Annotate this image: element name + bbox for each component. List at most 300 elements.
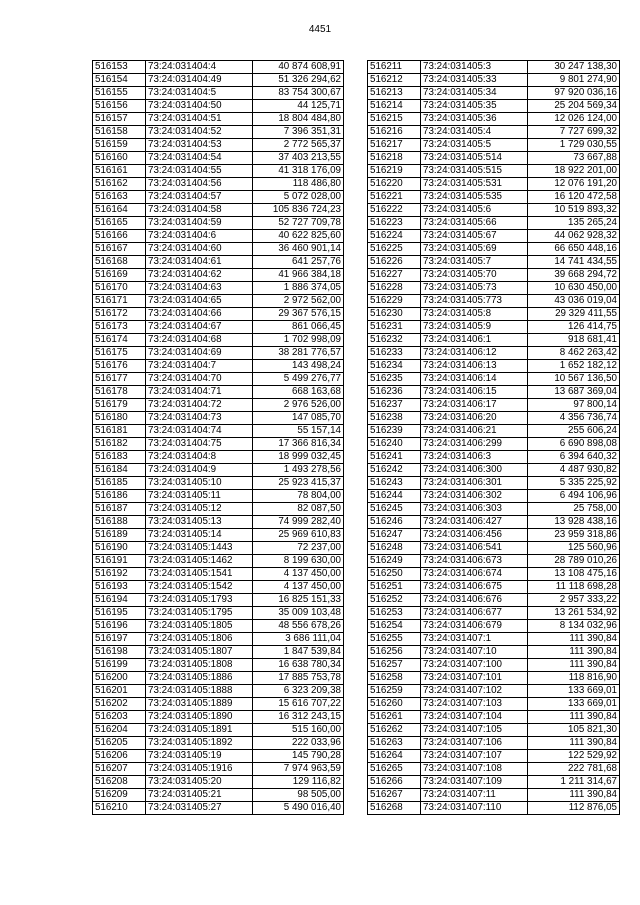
cadastral-number-cell: 73:24:031405:1443 (146, 542, 253, 555)
cadastral-value-cell: 12 026 124,00 (528, 113, 620, 126)
table-row (368, 113, 620, 126)
cadastral-value-cell: 72 237,00 (253, 542, 344, 555)
cadastral-value-cell: 48 556 678,26 (253, 620, 344, 633)
cadastral-value-cell: 10 630 450,00 (528, 282, 620, 295)
table-row (93, 659, 344, 672)
cadastral-number-cell: 73:24:031407:107 (421, 750, 528, 763)
table-row (368, 334, 620, 347)
cadastral-number-cell: 73:24:031405:1795 (146, 607, 253, 620)
row-number-cell: 516209 (93, 789, 146, 802)
row-number-cell: 516193 (93, 581, 146, 594)
cadastral-number-cell: 73:24:031406:673 (421, 555, 528, 568)
table-row (368, 87, 620, 100)
cadastral-number-cell: 73:24:031404:9 (146, 464, 253, 477)
row-number-cell: 516243 (368, 477, 421, 490)
cadastral-number-cell: 73:24:031404:61 (146, 256, 253, 269)
table-row (93, 529, 344, 542)
row-number-cell: 516229 (368, 295, 421, 308)
cadastral-value-cell: 29 367 576,15 (253, 308, 344, 321)
row-number-cell: 516233 (368, 347, 421, 360)
cadastral-value-cell: 40 874 608,91 (253, 61, 344, 74)
table-row (93, 789, 344, 802)
table-row (93, 308, 344, 321)
row-number-cell: 516162 (93, 178, 146, 191)
cadastral-value-cell: 126 414,75 (528, 321, 620, 334)
cadastral-number-cell: 73:24:031405:70 (421, 269, 528, 282)
table-row (93, 334, 344, 347)
table-row (368, 620, 620, 633)
table-row (93, 581, 344, 594)
cadastral-number-cell: 73:24:031405:1892 (146, 737, 253, 750)
cadastral-number-cell: 73:24:031405:20 (146, 776, 253, 789)
cadastral-value-cell: 40 622 825,60 (253, 230, 344, 243)
cadastral-value-cell: 25 204 569,34 (528, 100, 620, 113)
table-row (93, 607, 344, 620)
cadastral-value-cell: 9 801 274,90 (528, 74, 620, 87)
cadastral-value-cell: 25 923 415,37 (253, 477, 344, 490)
table-row (368, 516, 620, 529)
table-row (93, 425, 344, 438)
cadastral-value-cell: 6 323 209,38 (253, 685, 344, 698)
table-row (368, 243, 620, 256)
cadastral-value-cell: 25 758,00 (528, 503, 620, 516)
cadastral-value-cell: 74 999 282,40 (253, 516, 344, 529)
row-number-cell: 516197 (93, 633, 146, 646)
table-row (93, 490, 344, 503)
cadastral-number-cell: 73:24:031406:15 (421, 386, 528, 399)
cadastral-value-cell: 16 825 151,33 (253, 594, 344, 607)
cadastral-number-cell: 73:24:031405:3 (421, 61, 528, 74)
cadastral-number-cell: 73:24:031405:1807 (146, 646, 253, 659)
row-number-cell: 516261 (368, 711, 421, 724)
table-row (93, 477, 344, 490)
table-row (368, 256, 620, 269)
cadastral-value-cell: 1 886 374,05 (253, 282, 344, 295)
cadastral-number-cell: 73:24:031406:679 (421, 620, 528, 633)
cadastral-number-cell: 73:24:031404:53 (146, 139, 253, 152)
row-number-cell: 516179 (93, 399, 146, 412)
table-row (93, 750, 344, 763)
cadastral-number-cell: 73:24:031405:12 (146, 503, 253, 516)
row-number-cell: 516164 (93, 204, 146, 217)
row-number-cell: 516244 (368, 490, 421, 503)
cadastral-value-cell: 18 999 032,45 (253, 451, 344, 464)
cadastral-value-cell: 1 211 314,67 (528, 776, 620, 789)
cadastral-number-cell: 73:24:031404:66 (146, 308, 253, 321)
row-number-cell: 516194 (93, 594, 146, 607)
table-row (368, 802, 620, 815)
cadastral-value-cell: 13 108 475,16 (528, 568, 620, 581)
row-number-cell: 516188 (93, 516, 146, 529)
cadastral-value-cell: 14 741 434,55 (528, 256, 620, 269)
row-number-cell: 516226 (368, 256, 421, 269)
cadastral-number-cell: 73:24:031406:12 (421, 347, 528, 360)
row-number-cell: 516262 (368, 724, 421, 737)
row-number-cell: 516171 (93, 295, 146, 308)
cadastral-number-cell: 73:24:031405:69 (421, 243, 528, 256)
cadastral-number-cell: 73:24:031404:63 (146, 282, 253, 295)
cadastral-number-cell: 73:24:031404:59 (146, 217, 253, 230)
cadastral-value-cell: 55 157,14 (253, 425, 344, 438)
table-row (93, 438, 344, 451)
table-row (368, 373, 620, 386)
row-number-cell: 516217 (368, 139, 421, 152)
cadastral-number-cell: 73:24:031405:33 (421, 74, 528, 87)
cadastral-value-cell: 25 969 610,83 (253, 529, 344, 542)
cadastral-number-cell: 73:24:031405:11 (146, 490, 253, 503)
table-row (93, 269, 344, 282)
table-row (368, 490, 620, 503)
table-row (368, 269, 620, 282)
cadastral-number-cell: 73:24:031406:674 (421, 568, 528, 581)
cadastral-value-cell: 133 669,01 (528, 685, 620, 698)
table-row (93, 646, 344, 659)
cadastral-value-cell: 4 137 450,00 (253, 568, 344, 581)
row-number-cell: 516206 (93, 750, 146, 763)
table-row (93, 633, 344, 646)
cadastral-number-cell: 73:24:031404:4 (146, 61, 253, 74)
cadastral-value-cell: 255 606,24 (528, 425, 620, 438)
table-row (93, 685, 344, 698)
page-number: 4451 (308, 24, 332, 35)
cadastral-number-cell: 73:24:031405:514 (421, 152, 528, 165)
cadastral-number-cell: 73:24:031405:773 (421, 295, 528, 308)
cadastral-value-cell: 222 033,96 (253, 737, 344, 750)
cadastral-value-cell: 43 036 019,04 (528, 295, 620, 308)
cadastral-number-cell: 73:24:031404:74 (146, 425, 253, 438)
row-number-cell: 516208 (93, 776, 146, 789)
cadastral-value-cell: 41 966 384,18 (253, 269, 344, 282)
cadastral-number-cell: 73:24:031407:104 (421, 711, 528, 724)
cadastral-value-cell: 10 519 893,32 (528, 204, 620, 217)
row-number-cell: 516260 (368, 698, 421, 711)
table-row (368, 607, 620, 620)
cadastral-number-cell: 73:24:031405:1805 (146, 620, 253, 633)
cadastral-value-cell: 5 335 225,92 (528, 477, 620, 490)
table-row (368, 61, 620, 74)
cadastral-number-cell: 73:24:031406:301 (421, 477, 528, 490)
row-number-cell: 516211 (368, 61, 421, 74)
cadastral-number-cell: 73:24:031406:299 (421, 438, 528, 451)
cadastral-number-cell: 73:24:031405:34 (421, 87, 528, 100)
cadastral-number-cell: 73:24:031405:6 (421, 204, 528, 217)
row-number-cell: 516249 (368, 555, 421, 568)
row-number-cell: 516219 (368, 165, 421, 178)
cadastral-value-cell: 7 727 699,32 (528, 126, 620, 139)
cadastral-value-cell: 98 505,00 (253, 789, 344, 802)
row-number-cell: 516263 (368, 737, 421, 750)
table-row (93, 360, 344, 373)
cadastral-number-cell: 73:24:031405:67 (421, 230, 528, 243)
cadastral-number-cell: 73:24:031405:1808 (146, 659, 253, 672)
row-number-cell: 516200 (93, 672, 146, 685)
cadastral-number-cell: 73:24:031405:515 (421, 165, 528, 178)
row-number-cell: 516245 (368, 503, 421, 516)
cadastral-value-cell: 118 816,90 (528, 672, 620, 685)
cadastral-number-cell: 73:24:031405:35 (421, 100, 528, 113)
cadastral-number-cell: 73:24:031405:1886 (146, 672, 253, 685)
cadastral-number-cell: 73:24:031406:21 (421, 425, 528, 438)
row-number-cell: 516246 (368, 516, 421, 529)
table-row (368, 178, 620, 191)
cadastral-number-cell: 73:24:031405:7 (421, 256, 528, 269)
row-number-cell: 516175 (93, 347, 146, 360)
cadastral-value-cell: 13 687 369,04 (528, 386, 620, 399)
cadastral-number-cell: 73:24:031404:57 (146, 191, 253, 204)
table-row (368, 74, 620, 87)
row-number-cell: 516251 (368, 581, 421, 594)
row-number-cell: 516210 (93, 802, 146, 815)
cadastral-number-cell: 73:24:031405:9 (421, 321, 528, 334)
registry-table-right-body (368, 61, 620, 815)
cadastral-value-cell: 8 199 630,00 (253, 555, 344, 568)
row-number-cell: 516182 (93, 438, 146, 451)
cadastral-value-cell: 861 066,45 (253, 321, 344, 334)
cadastral-value-cell: 6 494 106,96 (528, 490, 620, 503)
table-row (93, 503, 344, 516)
cadastral-value-cell: 39 668 294,72 (528, 269, 620, 282)
cadastral-value-cell: 37 403 213,55 (253, 152, 344, 165)
table-row (93, 217, 344, 230)
cadastral-value-cell: 83 754 300,67 (253, 87, 344, 100)
cadastral-value-cell: 73 667,88 (528, 152, 620, 165)
row-number-cell: 516176 (93, 360, 146, 373)
row-number-cell: 516241 (368, 451, 421, 464)
cadastral-number-cell: 73:24:031404:55 (146, 165, 253, 178)
cadastral-number-cell: 73:24:031405:14 (146, 529, 253, 542)
table-row (93, 802, 344, 815)
cadastral-value-cell: 2 772 565,37 (253, 139, 344, 152)
table-row (93, 464, 344, 477)
cadastral-number-cell: 73:24:031405:535 (421, 191, 528, 204)
cadastral-number-cell: 73:24:031406:1 (421, 334, 528, 347)
row-number-cell: 516186 (93, 490, 146, 503)
row-number-cell: 516196 (93, 620, 146, 633)
cadastral-number-cell: 73:24:031404:50 (146, 100, 253, 113)
cadastral-value-cell: 1 702 998,09 (253, 334, 344, 347)
cadastral-value-cell: 16 638 780,34 (253, 659, 344, 672)
table-row (93, 776, 344, 789)
cadastral-value-cell: 23 959 318,86 (528, 529, 620, 542)
cadastral-value-cell: 10 567 136,50 (528, 373, 620, 386)
cadastral-value-cell: 11 118 698,28 (528, 581, 620, 594)
table-row (93, 737, 344, 750)
row-number-cell: 516190 (93, 542, 146, 555)
row-number-cell: 516195 (93, 607, 146, 620)
table-row (93, 152, 344, 165)
row-number-cell: 516157 (93, 113, 146, 126)
table-row (93, 542, 344, 555)
row-number-cell: 516201 (93, 685, 146, 698)
row-number-cell: 516236 (368, 386, 421, 399)
table-row (368, 529, 620, 542)
row-number-cell: 516169 (93, 269, 146, 282)
cadastral-value-cell: 135 265,24 (528, 217, 620, 230)
table-row (368, 724, 620, 737)
row-number-cell: 516257 (368, 659, 421, 672)
cadastral-number-cell: 73:24:031404:67 (146, 321, 253, 334)
table-row (93, 724, 344, 737)
cadastral-value-cell: 111 390,84 (528, 659, 620, 672)
row-number-cell: 516167 (93, 243, 146, 256)
cadastral-number-cell: 73:24:031406:676 (421, 594, 528, 607)
cadastral-number-cell: 73:24:031406:14 (421, 373, 528, 386)
table-row (93, 516, 344, 529)
cadastral-number-cell: 73:24:031404:60 (146, 243, 253, 256)
cadastral-value-cell: 112 876,05 (528, 802, 620, 815)
row-number-cell: 516153 (93, 61, 146, 74)
table-row (368, 386, 620, 399)
table-row (368, 464, 620, 477)
registry-table-right (367, 60, 620, 815)
cadastral-number-cell: 73:24:031407:108 (421, 763, 528, 776)
table-row (93, 412, 344, 425)
table-row (93, 672, 344, 685)
cadastral-number-cell: 73:24:031405:1541 (146, 568, 253, 581)
cadastral-number-cell: 73:24:031407:10 (421, 646, 528, 659)
row-number-cell: 516253 (368, 607, 421, 620)
row-number-cell: 516267 (368, 789, 421, 802)
row-number-cell: 516234 (368, 360, 421, 373)
cadastral-value-cell: 66 650 448,16 (528, 243, 620, 256)
table-row (93, 230, 344, 243)
table-row (368, 646, 620, 659)
row-number-cell: 516178 (93, 386, 146, 399)
table-row (368, 360, 620, 373)
cadastral-value-cell: 6 394 640,32 (528, 451, 620, 464)
row-number-cell: 516180 (93, 412, 146, 425)
table-row (93, 711, 344, 724)
table-row (368, 568, 620, 581)
row-number-cell: 516183 (93, 451, 146, 464)
row-number-cell: 516168 (93, 256, 146, 269)
cadastral-number-cell: 73:24:031404:51 (146, 113, 253, 126)
cadastral-number-cell: 73:24:031407:106 (421, 737, 528, 750)
cadastral-number-cell: 73:24:031405:1916 (146, 763, 253, 776)
table-row (93, 451, 344, 464)
cadastral-value-cell: 111 390,84 (528, 633, 620, 646)
cadastral-value-cell: 6 690 898,08 (528, 438, 620, 451)
table-row (368, 776, 620, 789)
cadastral-value-cell: 145 790,28 (253, 750, 344, 763)
cadastral-number-cell: 73:24:031404:5 (146, 87, 253, 100)
cadastral-number-cell: 73:24:031407:110 (421, 802, 528, 815)
cadastral-number-cell: 73:24:031406:677 (421, 607, 528, 620)
row-number-cell: 516220 (368, 178, 421, 191)
cadastral-value-cell: 1 652 182,12 (528, 360, 620, 373)
cadastral-number-cell: 73:24:031406:456 (421, 529, 528, 542)
cadastral-number-cell: 73:24:031406:303 (421, 503, 528, 516)
cadastral-number-cell: 73:24:031404:6 (146, 230, 253, 243)
table-row (93, 74, 344, 87)
cadastral-number-cell: 73:24:031405:1793 (146, 594, 253, 607)
cadastral-value-cell: 668 163,68 (253, 386, 344, 399)
row-number-cell: 516163 (93, 191, 146, 204)
cadastral-value-cell: 18 804 484,80 (253, 113, 344, 126)
cadastral-value-cell: 18 922 201,00 (528, 165, 620, 178)
cadastral-value-cell: 44 062 928,32 (528, 230, 620, 243)
table-row (368, 789, 620, 802)
table-row (368, 451, 620, 464)
cadastral-value-cell: 515 160,00 (253, 724, 344, 737)
table-row (93, 347, 344, 360)
row-number-cell: 516205 (93, 737, 146, 750)
row-number-cell: 516173 (93, 321, 146, 334)
cadastral-number-cell: 73:24:031404:7 (146, 360, 253, 373)
cadastral-value-cell: 35 009 103,48 (253, 607, 344, 620)
cadastral-number-cell: 73:24:031405:27 (146, 802, 253, 815)
cadastral-value-cell: 4 137 450,00 (253, 581, 344, 594)
cadastral-number-cell: 73:24:031407:100 (421, 659, 528, 672)
cadastral-value-cell: 122 529,92 (528, 750, 620, 763)
cadastral-number-cell: 73:24:031406:20 (421, 412, 528, 425)
row-number-cell: 516256 (368, 646, 421, 659)
cadastral-number-cell: 73:24:031406:300 (421, 464, 528, 477)
table-row (368, 737, 620, 750)
row-number-cell: 516192 (93, 568, 146, 581)
cadastral-value-cell: 147 085,70 (253, 412, 344, 425)
table-row (93, 594, 344, 607)
row-number-cell: 516227 (368, 269, 421, 282)
table-row (368, 191, 620, 204)
table-row (93, 126, 344, 139)
cadastral-number-cell: 73:24:031405:36 (421, 113, 528, 126)
cadastral-value-cell: 36 460 901,14 (253, 243, 344, 256)
cadastral-value-cell: 111 390,84 (528, 646, 620, 659)
cadastral-number-cell: 73:24:031406:13 (421, 360, 528, 373)
row-number-cell: 516187 (93, 503, 146, 516)
row-number-cell: 516247 (368, 529, 421, 542)
table-row (368, 711, 620, 724)
table-row (368, 295, 620, 308)
table-row (93, 113, 344, 126)
cadastral-number-cell: 73:24:031407:105 (421, 724, 528, 737)
cadastral-number-cell: 73:24:031405:66 (421, 217, 528, 230)
cadastral-value-cell: 17 885 753,78 (253, 672, 344, 685)
cadastral-number-cell: 73:24:031404:70 (146, 373, 253, 386)
cadastral-number-cell: 73:24:031404:58 (146, 204, 253, 217)
cadastral-number-cell: 73:24:031406:302 (421, 490, 528, 503)
table-row (368, 282, 620, 295)
cadastral-number-cell: 73:24:031407:1 (421, 633, 528, 646)
cadastral-value-cell: 5 499 276,77 (253, 373, 344, 386)
cadastral-value-cell: 1 847 539,84 (253, 646, 344, 659)
row-number-cell: 516213 (368, 87, 421, 100)
row-number-cell: 516242 (368, 464, 421, 477)
cadastral-value-cell: 133 669,01 (528, 698, 620, 711)
cadastral-value-cell: 5 490 016,40 (253, 802, 344, 815)
cadastral-value-cell: 111 390,84 (528, 789, 620, 802)
cadastral-value-cell: 8 462 263,42 (528, 347, 620, 360)
cadastral-number-cell: 73:24:031405:8 (421, 308, 528, 321)
cadastral-number-cell: 73:24:031407:11 (421, 789, 528, 802)
cadastral-number-cell: 73:24:031404:65 (146, 295, 253, 308)
row-number-cell: 516199 (93, 659, 146, 672)
row-number-cell: 516189 (93, 529, 146, 542)
table-row (368, 672, 620, 685)
table-row (93, 295, 344, 308)
table-row (368, 412, 620, 425)
cadastral-value-cell: 105 836 724,23 (253, 204, 344, 217)
table-row (93, 100, 344, 113)
cadastral-value-cell: 7 396 351,31 (253, 126, 344, 139)
cadastral-number-cell: 73:24:031405:1806 (146, 633, 253, 646)
row-number-cell: 516252 (368, 594, 421, 607)
cadastral-number-cell: 73:24:031406:3 (421, 451, 528, 464)
row-number-cell: 516240 (368, 438, 421, 451)
row-number-cell: 516268 (368, 802, 421, 815)
cadastral-number-cell: 73:24:031404:73 (146, 412, 253, 425)
